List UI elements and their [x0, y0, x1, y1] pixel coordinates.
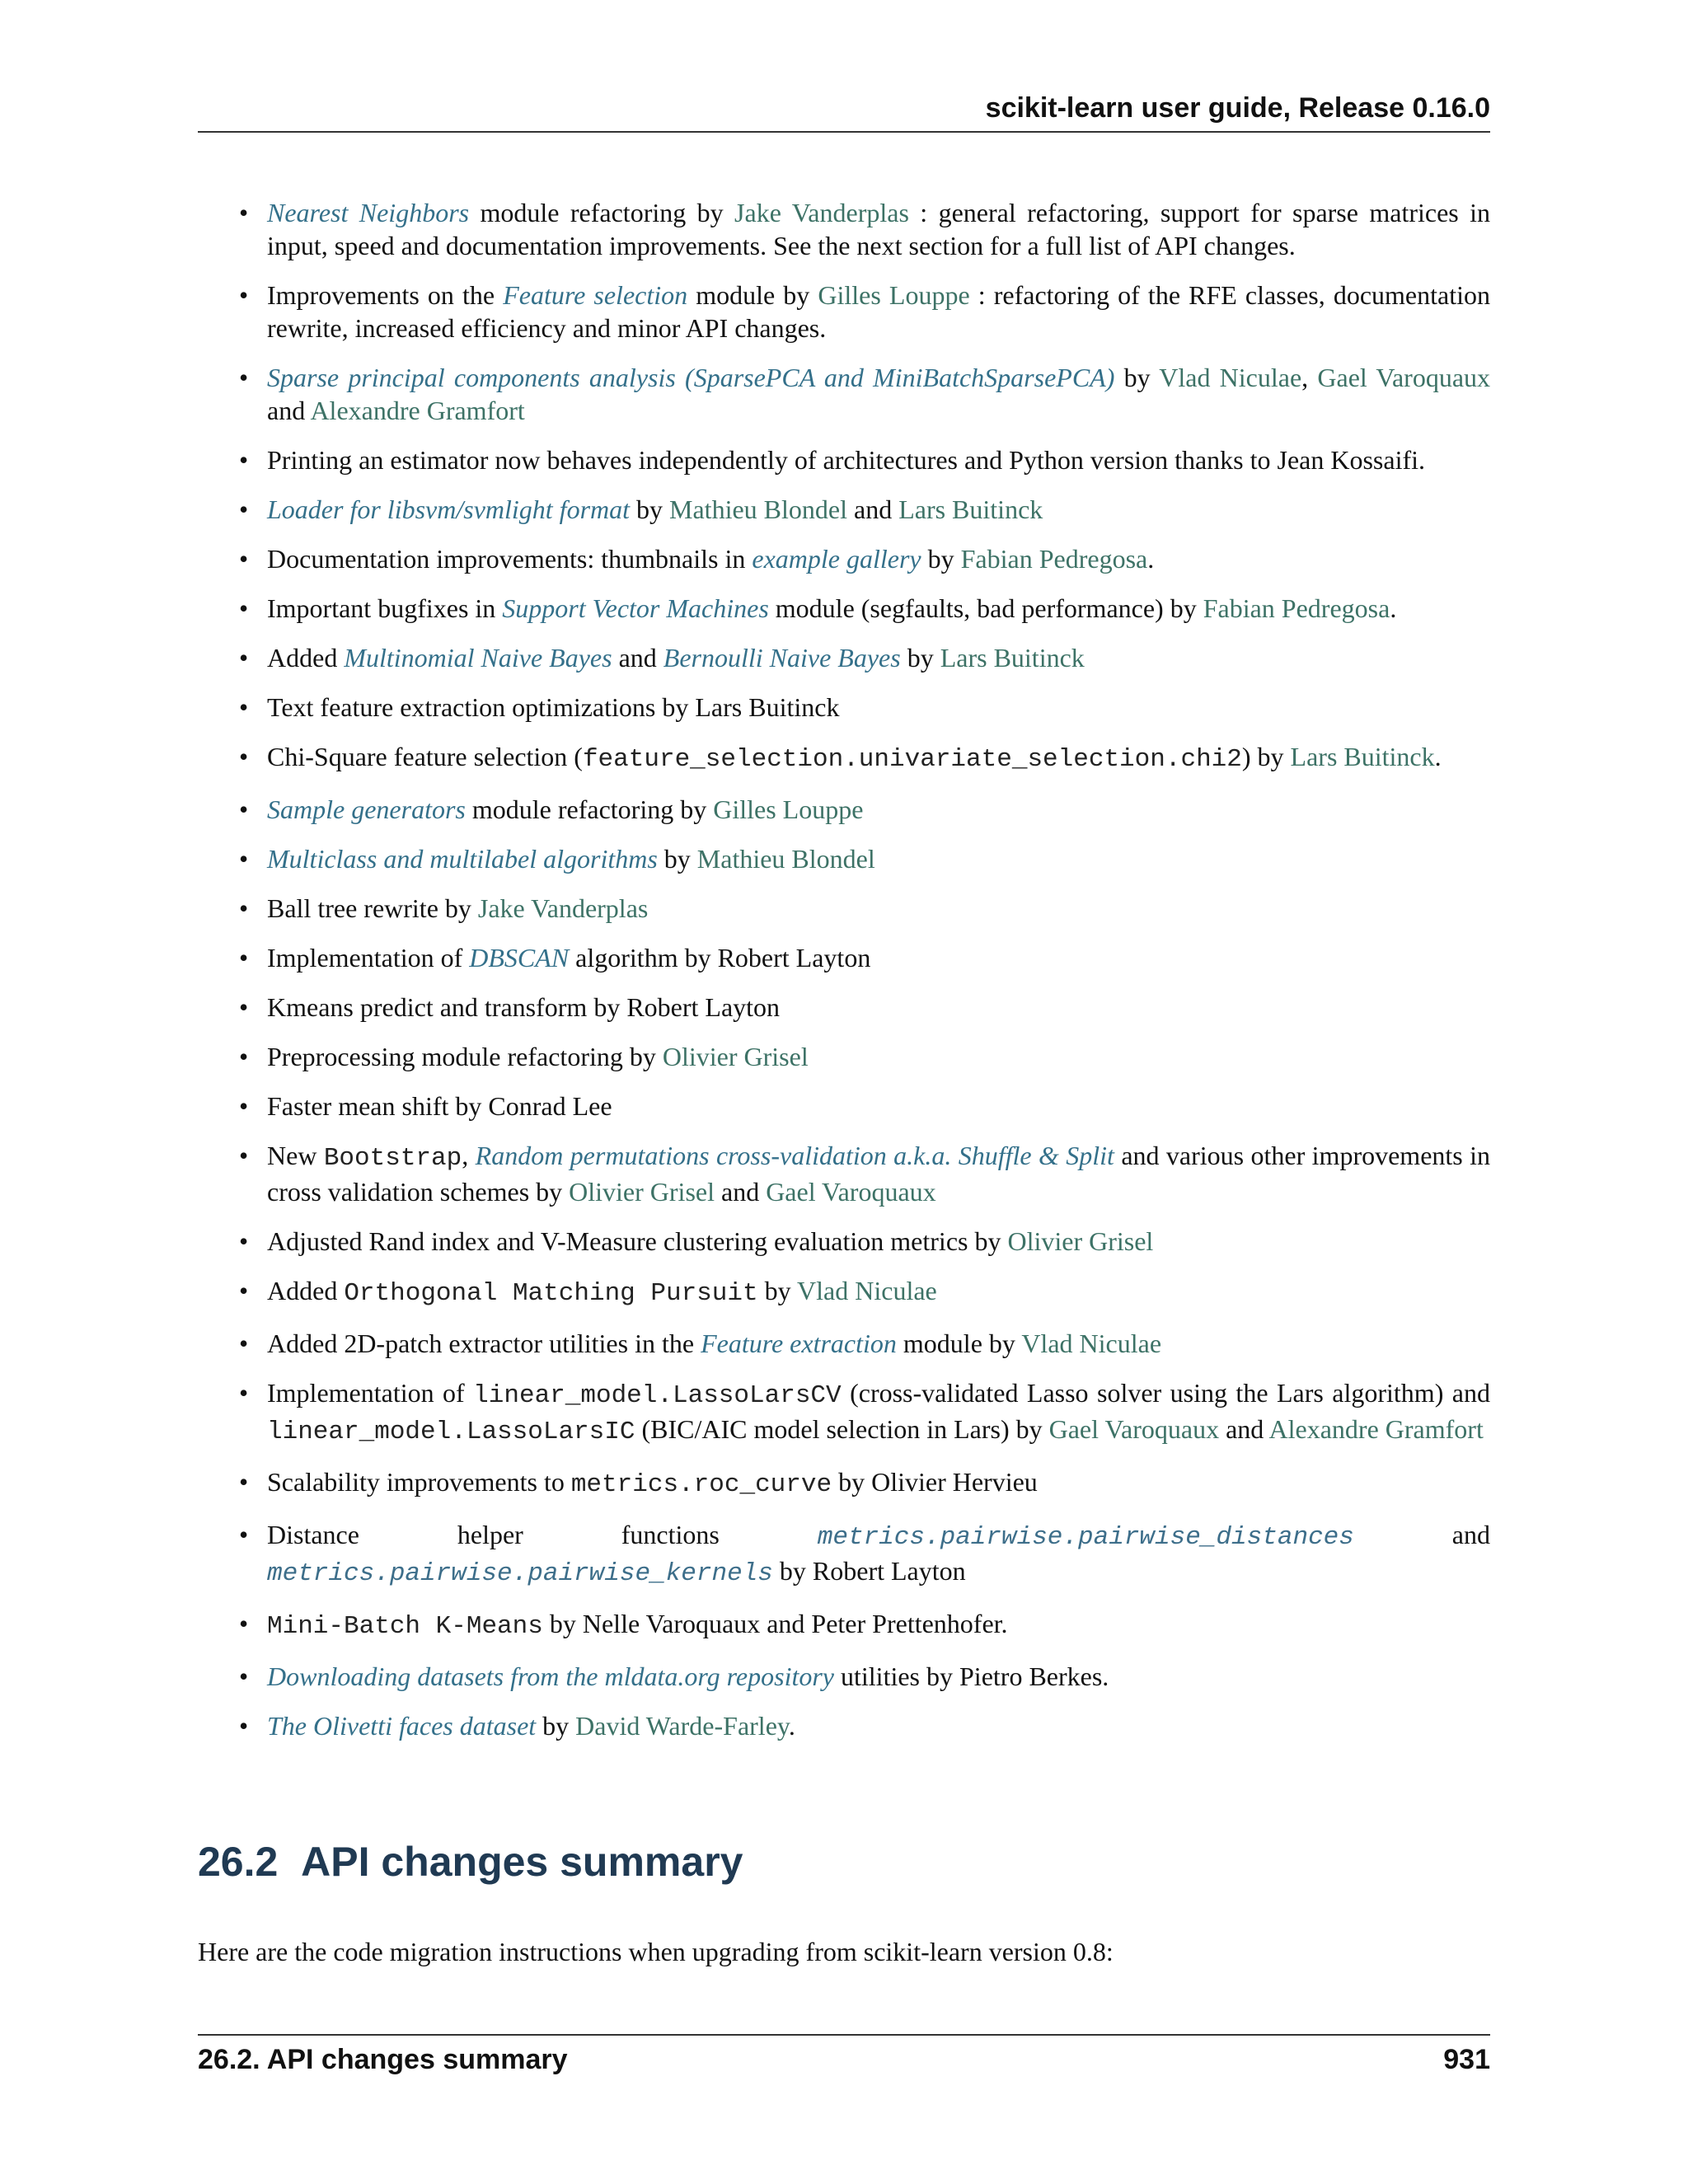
bullet-icon: • [239, 280, 249, 310]
doc-link[interactable]: The Olivetti faces dataset [267, 1711, 537, 1741]
item-text: Implementation of [267, 943, 470, 972]
bullet-icon: • [239, 363, 249, 392]
item-text: by [757, 1276, 798, 1305]
item-text: . [1434, 742, 1442, 771]
author-link[interactable]: Fabian Pedregosa [960, 544, 1148, 574]
doc-link[interactable]: Multiclass and multilabel algorithms [267, 844, 658, 874]
bullet-icon: • [239, 692, 249, 722]
running-header [198, 92, 1490, 133]
list-item [198, 641, 1490, 674]
author-link[interactable]: Gael Varoquaux [766, 1177, 936, 1207]
item-text: Kmeans predict and transform by Robert Layton [267, 992, 781, 1022]
code-literal: Mini-Batch K-Means [267, 1612, 543, 1641]
item-text: by [630, 494, 670, 524]
author-link[interactable]: Olivier Grisel [569, 1177, 715, 1207]
code-literal: linear_model.LassoLarsIC [267, 1418, 635, 1446]
bullet-icon: • [239, 943, 249, 972]
item-text: . [1147, 544, 1155, 574]
doc-link[interactable]: example gallery [752, 544, 921, 574]
doc-link[interactable]: Feature extraction [701, 1329, 897, 1358]
item-text: by [536, 1711, 576, 1741]
item-text: module by [896, 1329, 1022, 1358]
running-footer [198, 2034, 1490, 2076]
item-text: Added [267, 1276, 345, 1305]
bullet-icon: • [239, 1091, 249, 1121]
item-text: module (segfaults, bad performance) by [768, 593, 1203, 623]
item-text: Text feature extraction optimizations by Lars Buitinck [267, 692, 840, 722]
item-text: by [900, 643, 940, 673]
item-text: Preprocessing module refactoring by [267, 1042, 663, 1071]
item-text: and [714, 1177, 767, 1207]
page-number: 931 [1443, 2044, 1490, 2075]
bullet-icon: • [239, 1609, 249, 1638]
item-text: by Olivier Hervieu [832, 1467, 1038, 1497]
item-text: and [1353, 1520, 1490, 1549]
item-text: (BIC/AIC model selection in Lars) by [635, 1414, 1049, 1444]
bullet-icon: • [239, 1276, 249, 1305]
item-text: module refactoring by [469, 198, 735, 227]
item-text: utilities by Pietro Berkes. [834, 1661, 1109, 1691]
item-text: : general refactoring, support for sparse matrices in input, speed and documentation improvements. See the next section for a full list of API changes. [267, 198, 1491, 260]
bullet-icon: • [239, 1520, 249, 1549]
item-text: Ball tree rewrite by [267, 893, 478, 923]
item-text: by [657, 844, 697, 874]
doc-link[interactable]: Bernoulli Naive Bayes [663, 643, 901, 673]
doc-link[interactable]: Sample generators [267, 794, 466, 824]
item-text: Printing an estimator now behaves independently of architectures and Python version thanks to Jean Kossaifi. [267, 445, 1426, 475]
bullet-icon: • [239, 494, 249, 524]
api-link[interactable]: metrics.pairwise.pairwise_kernels [267, 1559, 773, 1588]
bullet-icon: • [239, 643, 249, 673]
bullet-icon: • [239, 1661, 249, 1691]
bullet-icon: • [239, 1042, 249, 1071]
list-item [198, 1518, 1490, 1591]
intro-paragraph: Here are the code migration instructions when upgrading from scikit-learn version 0.8: [198, 1937, 1114, 1966]
header-title: scikit-learn user guide, Release 0.16.0 [985, 92, 1490, 124]
doc-link[interactable]: Random permutations cross-validation a.k.a. Shuffle & Split [475, 1141, 1114, 1170]
bullet-icon: • [239, 445, 249, 475]
item-text: and [612, 643, 663, 673]
author-link[interactable]: Alexandre Gramfort [310, 396, 525, 425]
doc-link[interactable]: Sparse principal components analysis (SparsePCA and MiniBatchSparsePCA) [267, 363, 1115, 392]
doc-link[interactable]: Support Vector Machines [502, 593, 769, 623]
item-text: module by [687, 280, 818, 310]
list-item [198, 196, 1490, 262]
author-link[interactable]: Alexandre Gramfort [1268, 1414, 1484, 1444]
item-text: Faster mean shift by Conrad Lee [267, 1091, 612, 1121]
author-link[interactable]: Jake Vanderplas [734, 198, 909, 227]
author-link[interactable]: Olivier Grisel [1007, 1226, 1154, 1256]
item-text: and [267, 396, 311, 425]
author-link[interactable]: Gael Varoquaux [1317, 363, 1491, 392]
list-item [198, 542, 1490, 575]
author-link[interactable]: Lars Buitinck [940, 643, 1085, 673]
code-literal: feature_selection.univariate_selection.chi2 [582, 745, 1242, 774]
item-text: Documentation improvements: thumbnails in [267, 544, 753, 574]
code-literal: metrics.roc_curve [570, 1470, 832, 1499]
list-item [198, 443, 1490, 476]
bullet-icon: • [239, 198, 249, 227]
doc-link[interactable]: Multinomial Naive Bayes [344, 643, 612, 673]
bullet-icon: • [239, 992, 249, 1022]
item-text: , [1301, 363, 1318, 392]
doc-link[interactable]: DBSCAN [469, 943, 570, 972]
item-text: algorithm by Robert Layton [569, 943, 871, 972]
list-item [198, 691, 1490, 724]
bullet-icon: • [239, 1329, 249, 1358]
item-text: Implementation of [267, 1378, 474, 1408]
list-item [198, 1040, 1490, 1073]
list-item [198, 1709, 1490, 1742]
author-link[interactable]: David Warde-Farley [575, 1711, 789, 1741]
list-item [198, 1090, 1490, 1122]
list-item [198, 1225, 1490, 1258]
bullet-icon: • [239, 1711, 249, 1741]
section-number: 26.2 [198, 1839, 279, 1885]
item-text: New [267, 1141, 324, 1170]
item-text: (cross-validated Lasso solver using the Lars algorithm) and [841, 1378, 1490, 1408]
item-text: : refactoring of the RFE classes, documentation rewrite, increased efficiency and minor API changes. [267, 280, 1491, 343]
bullet-icon: • [239, 1226, 249, 1256]
bullet-icon: • [239, 893, 249, 923]
list-item [198, 892, 1490, 925]
item-text: Distance helper functions [267, 1520, 818, 1549]
item-text: by Robert Layton [772, 1556, 966, 1586]
bullet-icon: • [239, 593, 249, 623]
bullet-icon: • [239, 544, 249, 574]
list-item [198, 1327, 1490, 1360]
section-heading [198, 1838, 743, 1886]
item-text: . [1390, 593, 1397, 623]
item-text: Added [267, 643, 345, 673]
list-item [198, 793, 1490, 826]
list-item [198, 1607, 1490, 1643]
item-text: by [1114, 363, 1160, 392]
list-item [198, 279, 1490, 344]
item-text: Improvements on the [267, 280, 504, 310]
item-text: and various other improvements in cross validation schemes by [267, 1141, 1491, 1207]
item-text: module refactoring by [465, 794, 714, 824]
list-item [198, 592, 1490, 625]
item-text: Important bugfixes in [267, 593, 503, 623]
item-text: Added 2D-patch extractor utilities in the [267, 1329, 701, 1358]
footer-section: 26.2. API changes summary [198, 2044, 568, 2075]
author-link[interactable]: Gael Varoquaux [1048, 1414, 1220, 1444]
code-literal: Bootstrap [323, 1144, 462, 1173]
author-link[interactable]: Mathieu Blondel [669, 494, 847, 524]
bullet-icon: • [239, 1141, 249, 1170]
list-item [198, 1660, 1490, 1693]
item-text: by [921, 544, 961, 574]
author-link[interactable]: Vlad Niculae [1159, 363, 1302, 392]
list-item [198, 1376, 1490, 1449]
item-text: Chi-Square feature selection ( [267, 742, 583, 771]
item-text: and [1219, 1414, 1269, 1444]
list-item [198, 1274, 1490, 1310]
list-item [198, 740, 1490, 776]
item-text: ) by [1241, 742, 1291, 771]
list-item [198, 991, 1490, 1024]
author-link[interactable]: Jake Vanderplas [477, 893, 649, 923]
bullet-icon: • [239, 794, 249, 824]
author-link[interactable]: Lars Buitinck [898, 494, 1043, 524]
doc-link[interactable]: Loader for libsvm/svmlight format [267, 494, 631, 524]
list-item [198, 361, 1490, 427]
list-item [198, 941, 1490, 974]
bullet-icon: • [239, 844, 249, 874]
section-title: API changes summary [301, 1839, 743, 1885]
item-text: Adjusted Rand index and V-Measure clustering evaluation metrics by [267, 1226, 1008, 1256]
author-link[interactable]: Olivier Grisel [662, 1042, 809, 1071]
author-link[interactable]: Mathieu Blondel [696, 844, 875, 874]
item-text: and [846, 494, 899, 524]
list-item [198, 1465, 1490, 1502]
author-link[interactable]: Vlad Niculae [1021, 1329, 1162, 1358]
list-item [198, 493, 1490, 526]
list-item [198, 842, 1490, 875]
api-link[interactable]: metrics.pairwise.pairwise_distances [817, 1523, 1354, 1552]
author-link[interactable]: Gilles Louppe [818, 280, 970, 310]
author-link[interactable]: Lars Buitinck [1290, 742, 1435, 771]
item-text: , [462, 1141, 476, 1170]
author-link[interactable]: Vlad Niculae [797, 1276, 937, 1305]
item-text: . [788, 1711, 795, 1741]
list-item [198, 1139, 1490, 1208]
changelog-list [198, 196, 1490, 1759]
author-link[interactable]: Gilles Louppe [713, 794, 864, 824]
bullet-icon: • [239, 742, 249, 771]
doc-link[interactable]: Downloading datasets from the mldata.org repository [267, 1661, 834, 1691]
code-literal: linear_model.LassoLarsCV [473, 1381, 842, 1410]
doc-link[interactable]: Nearest Neighbors [267, 198, 470, 227]
item-text: Scalability improvements to [267, 1467, 571, 1497]
author-link[interactable]: Fabian Pedregosa [1203, 593, 1390, 623]
bullet-icon: • [239, 1378, 249, 1408]
bullet-icon: • [239, 1467, 249, 1497]
code-literal: Orthogonal Matching Pursuit [344, 1279, 758, 1308]
item-text: by Nelle Varoquaux and Peter Prettenhofer. [542, 1609, 1008, 1638]
doc-link[interactable]: Feature selection [503, 280, 688, 310]
